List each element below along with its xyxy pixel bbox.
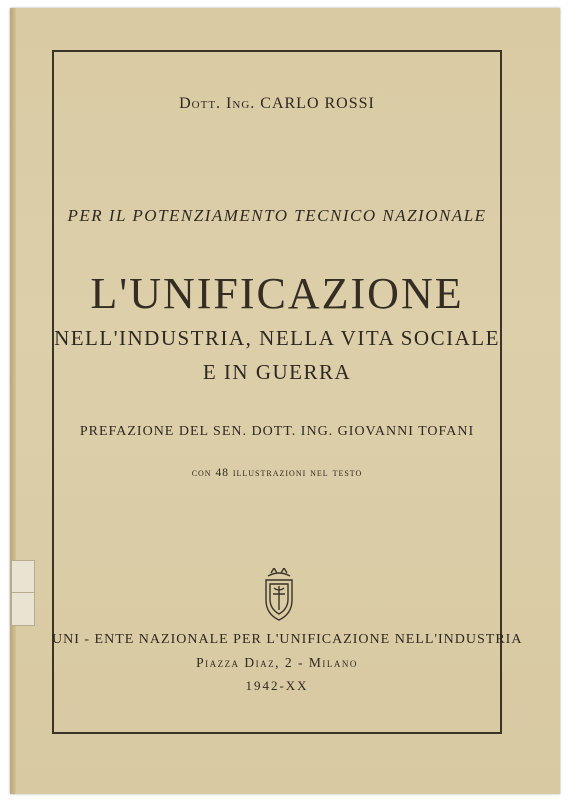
label-divider — [12, 592, 34, 593]
heraldic-shield-icon — [262, 568, 296, 622]
series-title: PER IL POTENZIAMENTO TECNICO NAZIONALE — [67, 206, 487, 225]
publication-year: 1942-XX — [245, 678, 309, 693]
illustrations-note: con 48 illustrazioni nel testo — [191, 467, 363, 479]
library-label — [11, 560, 35, 626]
cover-edge — [10, 8, 16, 794]
preface-credit: PREFAZIONE DEL SEN. DOTT. ING. GIOVANNI TOFANI — [79, 424, 475, 439]
author-name: Dott. Ing. CARLO ROSSI — [179, 95, 375, 112]
subtitle-line-2: E IN GUERRA — [202, 360, 352, 384]
book-title: L'UNIFICAZIONE — [90, 269, 464, 318]
publisher-name: UNI - ENTE NAZIONALE PER L'UNIFICAZIONE NELL'INDUSTRIA — [52, 632, 523, 647]
subtitle-line-1: NELL'INDUSTRIA, NELLA VITA SOCIALE — [54, 326, 500, 350]
publisher-address: Piazza Diaz, 2 - Milano — [196, 655, 358, 670]
